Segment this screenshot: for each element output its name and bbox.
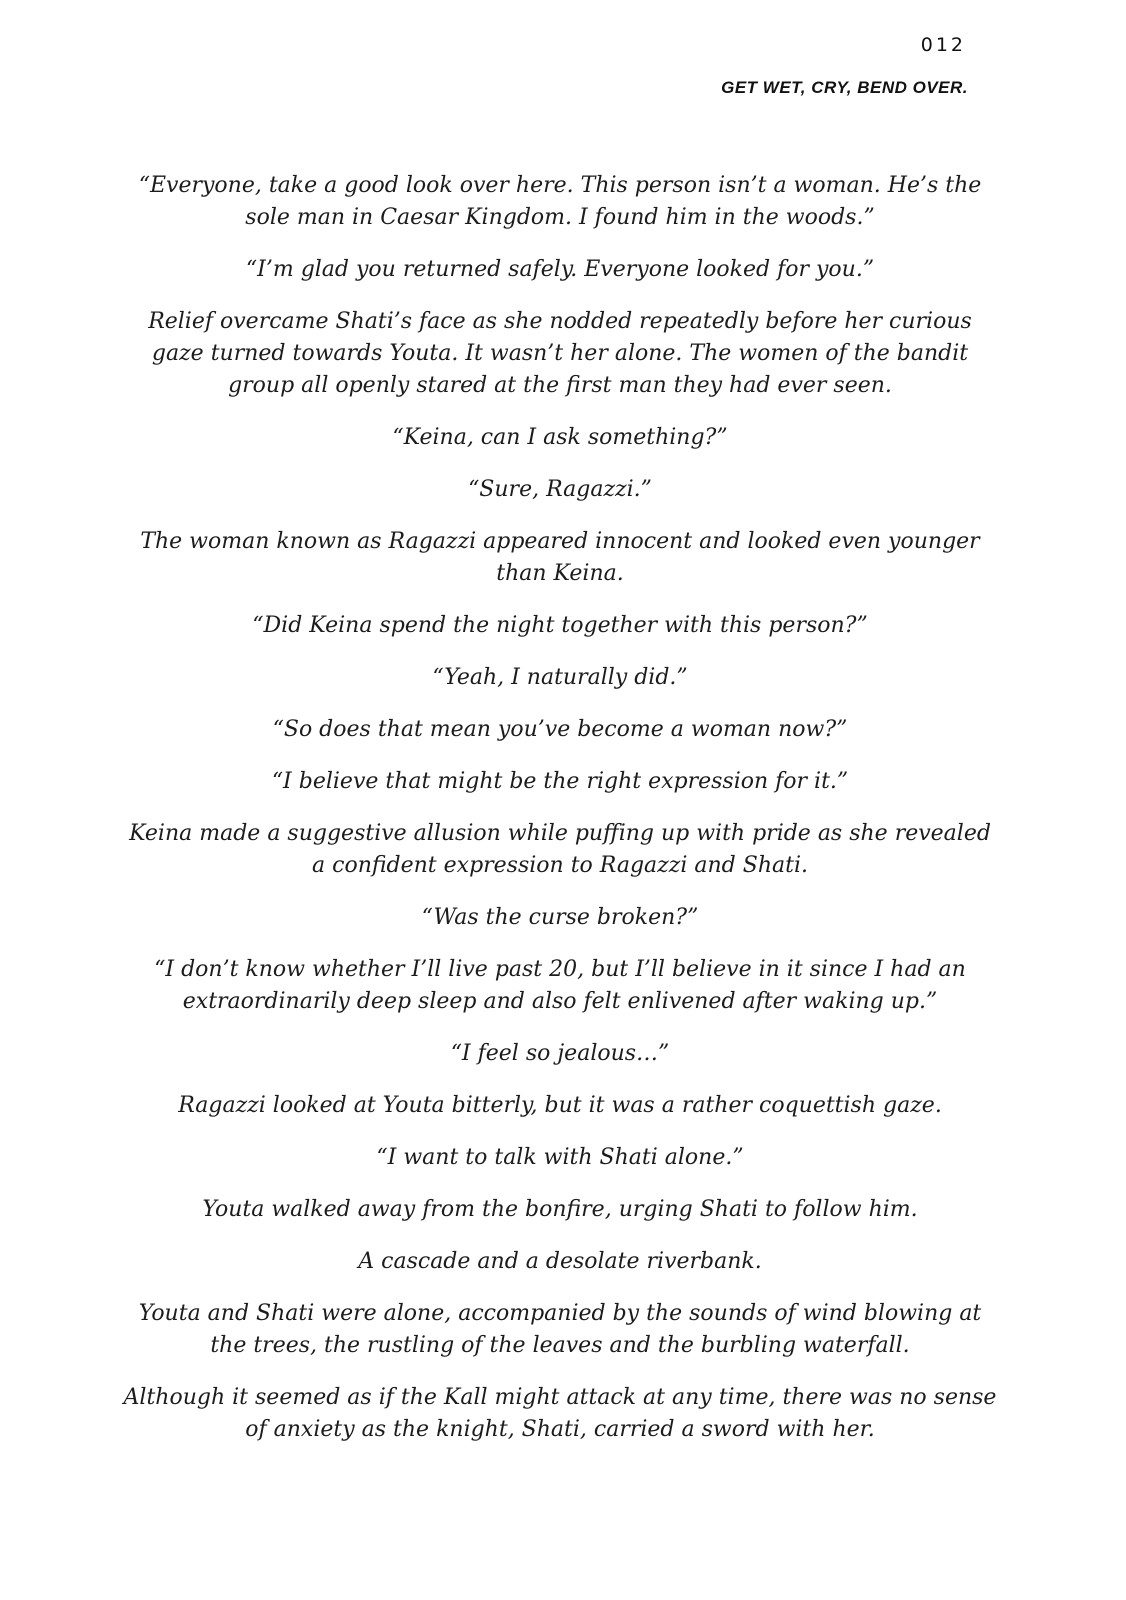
paragraph: Ragazzi looked at Youta bitterly, but it was a rather coquettish gaze. [178,1093,942,1118]
paragraph: Youta walked away from the bonfire, urging Shati to follow him. [202,1197,918,1222]
paragraph: The woman known as Ragazzi appeared innocent and looked even younger than Keina. [140,529,980,586]
body-text [120,170,1000,1466]
paragraph: “I’m glad you returned safely. Everyone looked for you.” [245,257,875,282]
paragraph: “I want to talk with Shati alone.” [376,1145,744,1170]
paragraph: “I believe that might be the right expression for it.” [271,769,849,794]
paragraph: “Yeah, I naturally did.” [432,665,688,690]
paragraph: Keina made a suggestive allusion while puffing up with pride as she revealed a confident expression to Ragazzi and Shati. [129,821,991,878]
paragraph: “Sure, Ragazzi.” [468,477,652,502]
paragraph: “Did Keina spend the night together with this person?” [252,613,868,638]
paragraph: “Everyone, take a good look over here. This person isn’t a woman. He’s the sole man in Caesar Kingdom. I found him in the woods.” [138,173,982,230]
page-number: 012 [920,34,966,56]
paragraph: “I feel so jealous…” [450,1041,670,1066]
paragraph: Relief overcame Shati’s face as she nodded repeatedly before her curious gaze turned towards Youta. It wasn’t her alone. The women of the bandit group all openly stared at the first man they had ever seen. [148,309,972,398]
paragraph: “I don’t know whether I’ll live past 20, but I’ll believe in it since I had an extraordinarily deep sleep and also felt enlivened after waking up.” [154,957,966,1014]
paragraph: Youta and Shati were alone, accompanied by the sounds of wind blowing at the trees, the rustling of the leaves and the burbling waterfall. [138,1301,982,1358]
paragraph: Although it seemed as if the Kall might attack at any time, there was no sense of anxiety as the knight, Shati, carried a sword with her. [123,1385,997,1442]
paragraph: “So does that mean you’ve become a woman now?” [272,717,848,742]
paragraph: A cascade and a desolate riverbank. [358,1249,762,1274]
paragraph: “Was the curse broken?” [421,905,699,930]
running-title: GET WET, CRY, BEND OVER. [721,78,968,97]
paragraph: “Keina, can I ask something?” [392,425,728,450]
